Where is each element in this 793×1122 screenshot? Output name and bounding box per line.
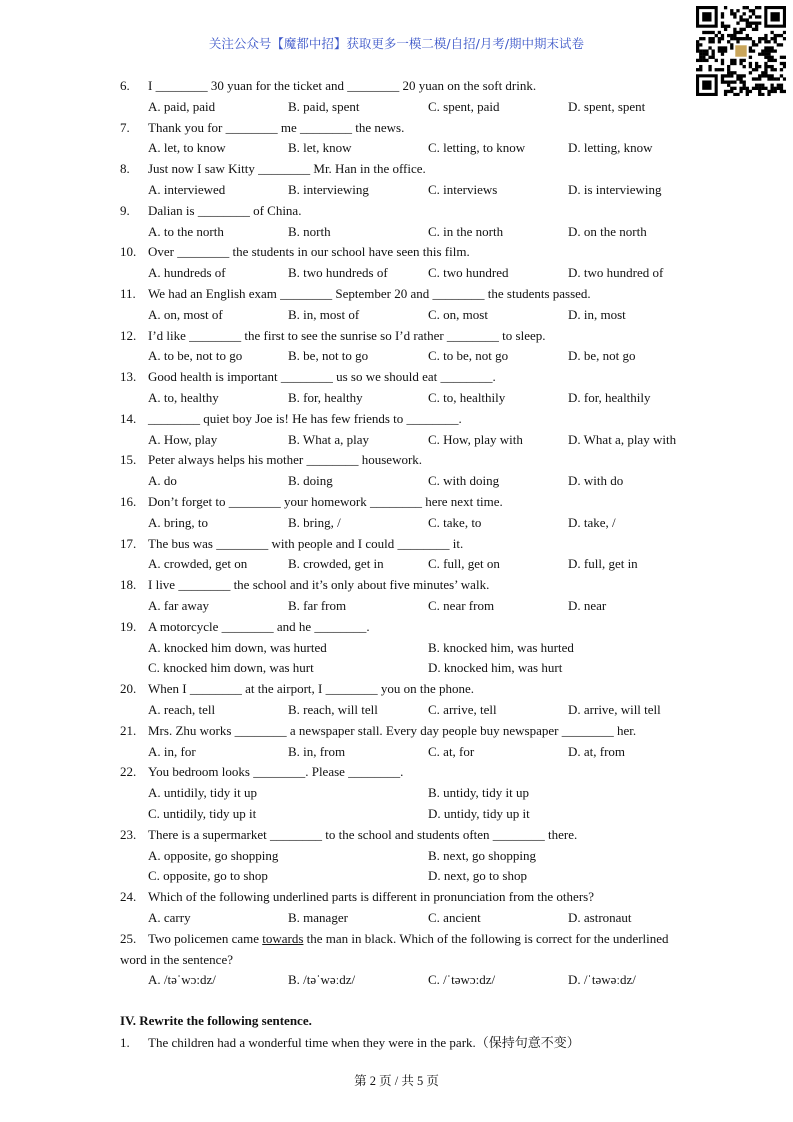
answer-option-b: B. far from bbox=[288, 598, 347, 613]
question-stem: Just now I saw Kitty ________ Mr. Han in the office. bbox=[148, 161, 426, 177]
answer-option-b: B. manager bbox=[288, 910, 348, 925]
answer-option-c: C. with doing bbox=[428, 473, 500, 489]
question-stem: You bedroom looks ________. Please ________. bbox=[148, 764, 404, 780]
answer-option-d: D. near bbox=[568, 598, 607, 613]
question-number: 8. bbox=[120, 161, 130, 177]
answer-option-c: C. spent, paid bbox=[428, 98, 500, 114]
answer-option-d: D. arrive, will tell bbox=[568, 702, 661, 717]
question-number: 13. bbox=[120, 369, 137, 385]
question-number: 16. bbox=[120, 494, 137, 509]
answer-option-d: D. spent, spent bbox=[568, 98, 646, 114]
question-stem: Thank you for ________ me ________ the news. bbox=[148, 119, 405, 135]
answer-option-d: D. with do bbox=[568, 473, 624, 489]
question-stem: ________ quiet boy Joe is! He has few friends to ________. bbox=[148, 410, 462, 426]
question-number: 7. bbox=[120, 119, 130, 135]
answer-option-d: D. knocked him, was hurt bbox=[428, 660, 563, 676]
answer-option-c: C. opposite, go to shop bbox=[148, 868, 268, 884]
question-stem: Dalian is ________ of China. bbox=[148, 202, 302, 218]
question-stem: Peter always helps his mother ________ housework. bbox=[148, 452, 423, 468]
answer-option-a: A. knocked him down, was hurted bbox=[148, 639, 327, 655]
answer-option-b: B. in, most of bbox=[288, 306, 360, 322]
question-stem bbox=[148, 929, 669, 949]
answer-option-a: A. reach, tell bbox=[148, 702, 216, 717]
answer-option-b: B. crowded, get in bbox=[288, 556, 384, 572]
answer-option-c: C. near from bbox=[428, 598, 495, 613]
answer-option-a: A. to, healthy bbox=[148, 390, 219, 405]
page-footer: 第 2 页 / 共 5 页 bbox=[354, 1074, 439, 1088]
question-number: 19. bbox=[120, 618, 137, 634]
answer-option-a: A. paid, paid bbox=[148, 98, 216, 114]
answer-option-b: B. in, from bbox=[288, 743, 346, 759]
stem-part: Two policemen came bbox=[148, 930, 263, 946]
answer-option-d: D. for, healthily bbox=[568, 390, 651, 405]
answer-option-d: D. next, go to shop bbox=[428, 868, 527, 884]
answer-option-d: D. letting, know bbox=[568, 140, 653, 156]
qr-code bbox=[696, 6, 786, 96]
answer-option-c: C. at, for bbox=[428, 743, 475, 759]
question-stem: I ________ 30 yuan for the ticket and ________ 20 yuan on the soft drink. bbox=[148, 78, 537, 93]
answer-option-a: A. carry bbox=[148, 910, 191, 925]
answer-option-c: C. ancient bbox=[428, 910, 481, 925]
answer-option-b: B. let, know bbox=[288, 140, 352, 156]
question-stem: We had an English exam ________ September 20 and ________ the students passed. bbox=[148, 286, 591, 301]
answer-option-c: C. on, most bbox=[428, 306, 488, 322]
rewrite-item-number: 1. bbox=[120, 1035, 130, 1050]
answer-option-a: A. to the north bbox=[148, 223, 224, 239]
underlined-word: towards bbox=[262, 930, 304, 946]
answer-option-d: D. at, from bbox=[568, 743, 626, 759]
answer-option-b: B. reach, will tell bbox=[288, 702, 378, 717]
question-number: 6. bbox=[120, 78, 130, 93]
answer-option-b: B. two hundreds of bbox=[288, 265, 388, 281]
answer-option-c: C. arrive, tell bbox=[428, 702, 497, 717]
question-stem: When I ________ at the airport, I ________ you on the phone. bbox=[148, 681, 475, 697]
stem-part: the man in black. Which of the following is correct for the underlined bbox=[303, 930, 669, 946]
question-number: 15. bbox=[120, 452, 137, 468]
question-number: 22. bbox=[120, 764, 137, 780]
answer-option-b: B. doing bbox=[288, 473, 333, 489]
question-stem: Good health is important ________ us so we should eat ________. bbox=[148, 369, 496, 385]
question-number: 11. bbox=[120, 286, 136, 301]
question-stem: There is a supermarket ________ to the school and students often ________ there. bbox=[148, 826, 578, 842]
question-number: 25. bbox=[120, 930, 137, 946]
answer-option-d: D. is interviewing bbox=[568, 182, 662, 197]
answer-option-a: A. in, for bbox=[148, 743, 196, 759]
question-stem: Over ________ the students in our school have seen this film. bbox=[148, 244, 470, 260]
question-number: 20. bbox=[120, 681, 137, 697]
answer-option-b: B. untidy, tidy it up bbox=[428, 785, 529, 801]
question-number: 10. bbox=[120, 244, 137, 260]
question-number: 9. bbox=[120, 202, 130, 218]
answer-option-c: C. knocked him down, was hurt bbox=[148, 660, 314, 676]
answer-option-d: D. in, most bbox=[568, 306, 626, 322]
answer-option-b: B. bring, / bbox=[288, 514, 341, 530]
question-number: 18. bbox=[120, 577, 137, 593]
question-number: 12. bbox=[120, 327, 137, 343]
question-number: 23. bbox=[120, 826, 137, 842]
answer-option-b: B. for, healthy bbox=[288, 390, 363, 405]
question-stem: Which of the following underlined parts is different in pronunciation from the others? bbox=[148, 889, 594, 905]
promo-header: 关注公众号【魔都中招】获取更多一模二模/自招/月考/期中期末试卷 bbox=[208, 36, 585, 51]
answer-option-a: A. opposite, go shopping bbox=[148, 847, 279, 863]
answer-option-a: A. hundreds of bbox=[148, 265, 226, 281]
answer-option-d: D. What a, play with bbox=[568, 431, 677, 447]
answer-option-b: B. next, go shopping bbox=[428, 847, 536, 863]
question-stem: I live ________ the school and it’s only about five minutes’ walk. bbox=[148, 577, 490, 593]
answer-option-a: A. do bbox=[148, 473, 177, 489]
answer-option-c: C. in the north bbox=[428, 223, 504, 239]
answer-option-a: A. bring, to bbox=[148, 514, 208, 530]
answer-option-a: A. on, most of bbox=[148, 306, 223, 322]
answer-option-c: C. interviews bbox=[428, 182, 498, 197]
answer-option-c: C. /ˈtəwɔ:dz/ bbox=[428, 972, 496, 988]
section-iv-title: IV. Rewrite the following sentence. bbox=[120, 1013, 312, 1028]
answer-option-c: C. untidily, tidy up it bbox=[148, 806, 257, 821]
answer-option-d: D. /ˈtəwəːdz/ bbox=[568, 972, 636, 988]
answer-option-c: C. to be, not go bbox=[428, 348, 509, 364]
answer-option-d: D. take, / bbox=[568, 514, 616, 530]
answer-option-c: C. two hundred bbox=[428, 265, 509, 281]
question-stem: A motorcycle ________ and he ________. bbox=[148, 618, 370, 634]
answer-option-d: D. on the north bbox=[568, 223, 647, 239]
answer-option-d: D. full, get in bbox=[568, 556, 638, 572]
answer-option-b: B. knocked him, was hurted bbox=[428, 639, 574, 655]
answer-option-b: B. /təˈwəːdz/ bbox=[288, 972, 356, 988]
question-stem: Mrs. Zhu works ________ a newspaper stall. Every day people buy newspaper ________ her. bbox=[148, 722, 637, 738]
answer-option-a: A. far away bbox=[148, 598, 209, 613]
question-number: 14. bbox=[120, 410, 137, 426]
question-stem: Don’t forget to ________ your homework ________ here next time. bbox=[148, 494, 503, 509]
answer-option-a: A. let, to know bbox=[148, 140, 226, 156]
answer-option-c: C. full, get on bbox=[428, 556, 500, 572]
question-stem-continued: word in the sentence? bbox=[120, 951, 233, 967]
answer-option-b: B. interviewing bbox=[288, 182, 369, 197]
answer-option-b: B. north bbox=[288, 223, 331, 239]
answer-option-a: A. How, play bbox=[148, 431, 218, 447]
answer-option-b: B. What a, play bbox=[288, 431, 369, 447]
question-number: 21. bbox=[120, 722, 137, 738]
answer-option-d: D. two hundred of bbox=[568, 265, 664, 281]
answer-option-c: C. to, healthily bbox=[428, 390, 506, 405]
answer-option-b: B. be, not to go bbox=[288, 348, 369, 364]
answer-option-b: B. paid, spent bbox=[288, 98, 360, 114]
answer-option-c: C. letting, to know bbox=[428, 140, 526, 156]
answer-option-d: D. untidy, tidy up it bbox=[428, 806, 530, 821]
answer-option-a: A. untidily, tidy it up bbox=[148, 785, 257, 801]
rewrite-item-text: The children had a wonderful time when they were in the park.（保持句意不变） bbox=[148, 1035, 580, 1050]
answer-option-d: D. astronaut bbox=[568, 910, 632, 925]
question-stem: I’d like ________ the first to see the sunrise so I’d rather ________ to sleep. bbox=[148, 327, 546, 343]
answer-option-c: C. How, play with bbox=[428, 431, 523, 447]
question-number: 24. bbox=[120, 889, 137, 905]
question-stem: The bus was ________ with people and I could ________ it. bbox=[148, 535, 464, 551]
answer-option-c: C. take, to bbox=[428, 514, 482, 530]
answer-option-a: A. to be, not to go bbox=[148, 348, 243, 364]
answer-option-a: A. /təˈwɔ:dz/ bbox=[148, 972, 216, 988]
answer-option-a: A. crowded, get on bbox=[148, 556, 248, 572]
answer-option-a: A. interviewed bbox=[148, 182, 226, 197]
answer-option-d: D. be, not go bbox=[568, 348, 636, 364]
question-number: 17. bbox=[120, 535, 137, 551]
